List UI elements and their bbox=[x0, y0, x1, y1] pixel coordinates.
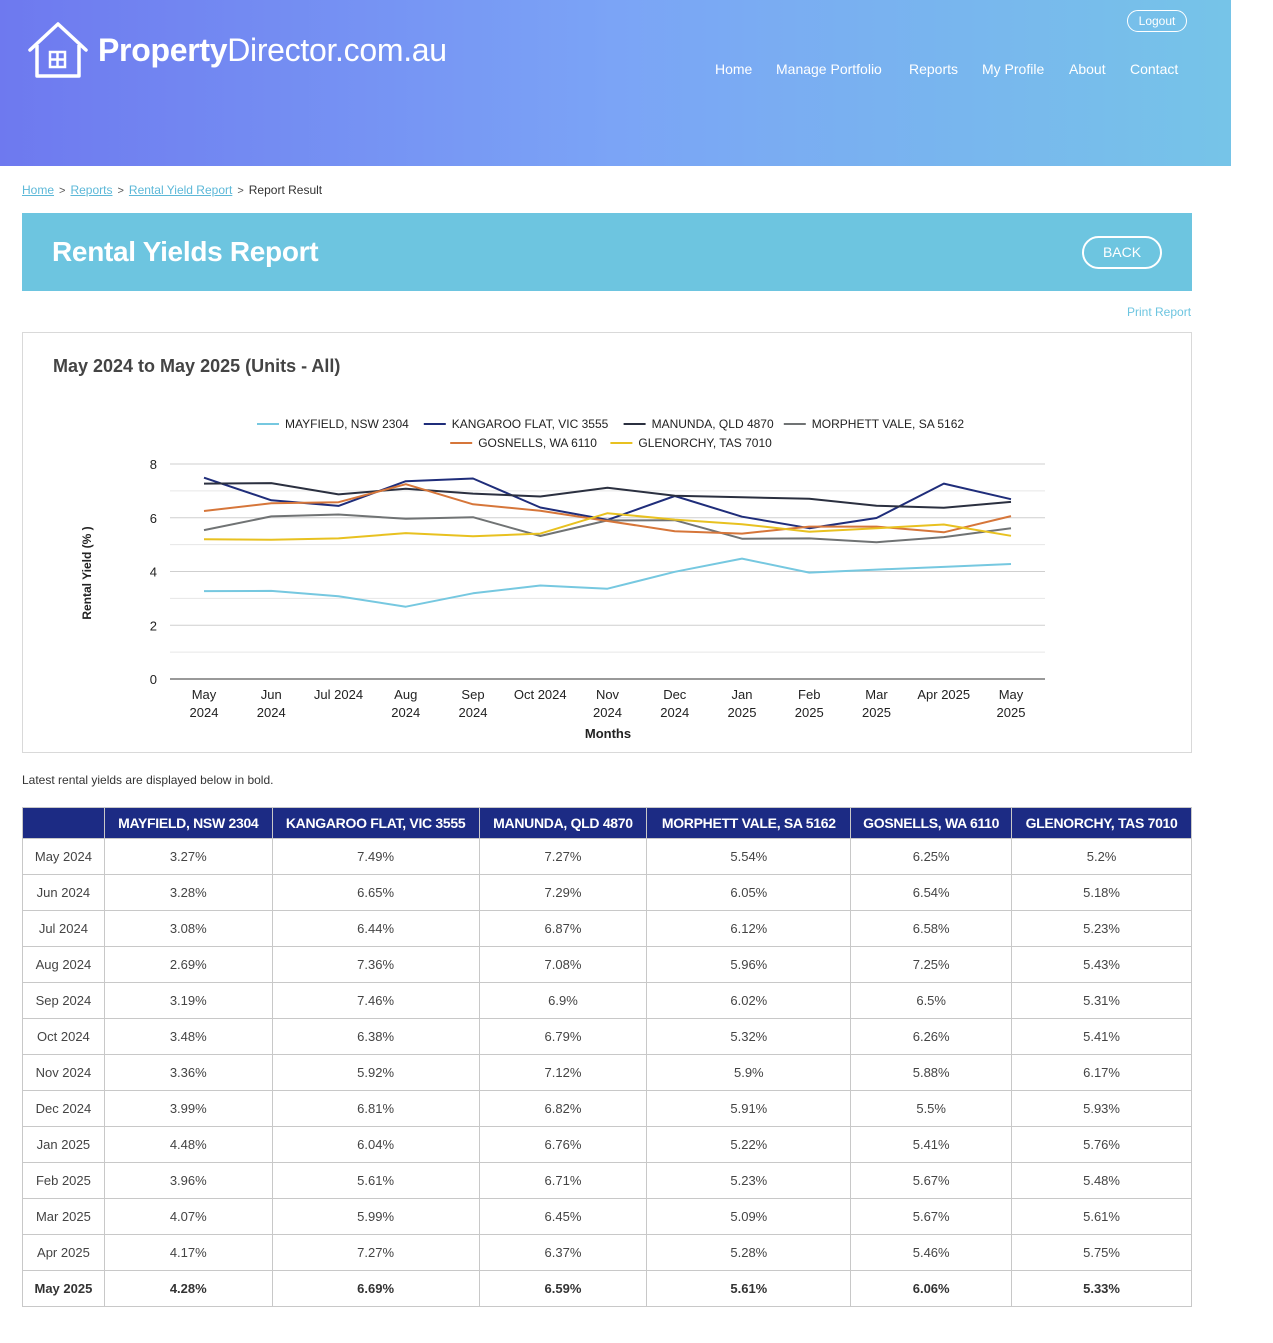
table-cell-value: 3.08% bbox=[104, 911, 272, 947]
breadcrumb-reports[interactable]: Reports bbox=[70, 183, 113, 197]
table-cell-value: 4.07% bbox=[104, 1199, 272, 1235]
table-cell-value: 5.23% bbox=[647, 1163, 851, 1199]
table-cell-value: 6.59% bbox=[479, 1271, 647, 1307]
table-cell-value: 5.09% bbox=[647, 1199, 851, 1235]
breadcrumb-home[interactable]: Home bbox=[22, 183, 55, 197]
table-cell-value: 5.93% bbox=[1012, 1091, 1192, 1127]
x-tick-label: Jan bbox=[731, 687, 753, 702]
table-cell-month: Apr 2025 bbox=[23, 1235, 105, 1271]
table-cell-value: 5.43% bbox=[1012, 947, 1192, 983]
table-cell-value: 5.91% bbox=[647, 1091, 851, 1127]
table-cell-value: 6.54% bbox=[851, 875, 1012, 911]
chart-grid bbox=[170, 464, 1045, 679]
table-cell-month: May 2025 bbox=[23, 1271, 105, 1307]
table-cell-value: 5.61% bbox=[1012, 1199, 1192, 1235]
table-row bbox=[23, 911, 1192, 947]
table-cell-value: 7.08% bbox=[479, 947, 647, 983]
table-cell-value: 5.61% bbox=[272, 1163, 479, 1199]
table-cell-value: 6.44% bbox=[272, 911, 479, 947]
table-row bbox=[23, 1163, 1192, 1199]
table-cell-value: 3.96% bbox=[104, 1163, 272, 1199]
table-cell-value: 5.2% bbox=[1012, 839, 1192, 875]
table-cell-value: 6.45% bbox=[479, 1199, 647, 1235]
legend-label[interactable]: GOSNELLS, WA 6110 bbox=[478, 436, 597, 450]
table-cell-value: 6.79% bbox=[479, 1019, 647, 1055]
table-header-cell: MAYFIELD, NSW 2304 bbox=[104, 808, 272, 839]
table-cell-value: 5.67% bbox=[851, 1199, 1012, 1235]
x-tick-label: 2024 bbox=[391, 705, 421, 720]
table-cell-value: 2.69% bbox=[104, 947, 272, 983]
series-line bbox=[204, 513, 1011, 540]
table-cell-month: Mar 2025 bbox=[23, 1199, 105, 1235]
table-cell-value: 6.04% bbox=[272, 1127, 479, 1163]
table-cell-value: 5.61% bbox=[647, 1271, 851, 1307]
x-tick-label: 2025 bbox=[996, 705, 1026, 720]
table-cell-value: 6.12% bbox=[647, 911, 851, 947]
table-cell-value: 6.05% bbox=[647, 875, 851, 911]
table-cell-month: Nov 2024 bbox=[23, 1055, 105, 1091]
x-tick-label: May bbox=[998, 687, 1024, 702]
legend-label[interactable]: MORPHETT VALE, SA 5162 bbox=[811, 417, 965, 431]
chart-panel bbox=[22, 332, 1192, 753]
x-tick-label: Sep bbox=[461, 687, 485, 702]
table-cell-value: 5.99% bbox=[272, 1199, 479, 1235]
table-cell-value: 5.32% bbox=[647, 1019, 851, 1055]
table-cell-value: 7.29% bbox=[479, 875, 647, 911]
series-line bbox=[204, 559, 1011, 607]
nav-my-profile[interactable]: My Profile bbox=[982, 61, 1045, 77]
nav-about[interactable]: About bbox=[1069, 61, 1106, 77]
x-tick-label: Jul 2024 bbox=[313, 687, 364, 702]
table-cell-value: 5.31% bbox=[1012, 983, 1192, 1019]
table-cell-value: 5.41% bbox=[1012, 1019, 1192, 1055]
chart-series bbox=[204, 478, 1011, 607]
table-header-month bbox=[23, 808, 105, 839]
x-axis-ticks bbox=[190, 687, 1026, 720]
table-cell-value: 5.48% bbox=[1012, 1163, 1192, 1199]
table-cell-value: 7.12% bbox=[479, 1055, 647, 1091]
legend-label[interactable]: MANUNDA, QLD 4870 bbox=[651, 417, 774, 431]
table-cell-month: Oct 2024 bbox=[23, 1019, 105, 1055]
x-tick-label: Apr 2025 bbox=[917, 687, 971, 702]
x-tick-label: Oct 2024 bbox=[513, 687, 567, 702]
table-cell-value: 5.33% bbox=[1012, 1271, 1192, 1307]
back-button[interactable]: BACK bbox=[1082, 236, 1162, 269]
table-cell-value: 6.58% bbox=[851, 911, 1012, 947]
table-cell-value: 6.87% bbox=[479, 911, 647, 947]
table-cell-value: 7.27% bbox=[479, 839, 647, 875]
x-tick-label: 2024 bbox=[256, 705, 286, 720]
x-tick-label: Dec bbox=[663, 687, 687, 702]
x-tick-label: Mar bbox=[865, 687, 888, 702]
table-row bbox=[23, 1271, 1192, 1307]
nav-home[interactable]: Home bbox=[715, 61, 753, 77]
table-cell-value: 3.48% bbox=[104, 1019, 272, 1055]
table-cell-month: Sep 2024 bbox=[23, 983, 105, 1019]
breadcrumb-current: Report Result bbox=[248, 183, 323, 197]
table-cell-value: 5.76% bbox=[1012, 1127, 1192, 1163]
table-row bbox=[23, 1091, 1192, 1127]
y-tick-label: 0 bbox=[149, 672, 157, 687]
table-cell-month: May 2024 bbox=[23, 839, 105, 875]
table-cell-value: 5.28% bbox=[647, 1235, 851, 1271]
chevron-right-icon: > bbox=[117, 185, 124, 197]
x-tick-label: Nov bbox=[595, 687, 620, 702]
x-tick-label: Feb bbox=[798, 687, 821, 702]
table-header-cell: GLENORCHY, TAS 7010 bbox=[1012, 808, 1192, 839]
logo-text-regular: Director.com.au bbox=[227, 32, 447, 68]
table-cell-value: 6.17% bbox=[1012, 1055, 1192, 1091]
table-header-cell: KANGAROO FLAT, VIC 3555 bbox=[272, 808, 479, 839]
y-tick-label: 8 bbox=[149, 457, 157, 472]
table-cell-value: 6.71% bbox=[479, 1163, 647, 1199]
table-cell-value: 6.37% bbox=[479, 1235, 647, 1271]
table-cell-value: 5.23% bbox=[1012, 911, 1192, 947]
table-header-cell: GOSNELLS, WA 6110 bbox=[851, 808, 1012, 839]
table-cell-value: 5.18% bbox=[1012, 875, 1192, 911]
chevron-right-icon: > bbox=[237, 185, 244, 197]
table-row bbox=[23, 1235, 1192, 1271]
y-tick-label: 4 bbox=[149, 564, 157, 580]
x-tick-label: 2025 bbox=[794, 705, 824, 720]
legend-label[interactable]: GLENORCHY, TAS 7010 bbox=[638, 436, 772, 450]
table-cell-value: 5.96% bbox=[647, 947, 851, 983]
logout-button[interactable]: Logout bbox=[1127, 10, 1187, 32]
page-title-bar bbox=[22, 213, 1192, 291]
table-cell-value: 7.36% bbox=[272, 947, 479, 983]
breadcrumb bbox=[22, 183, 322, 197]
table-header-cell: MANUNDA, QLD 4870 bbox=[479, 808, 647, 839]
table-cell-value: 4.17% bbox=[104, 1235, 272, 1271]
legend-label[interactable]: KANGAROO FLAT, VIC 3555 bbox=[451, 417, 609, 431]
table-row bbox=[23, 947, 1192, 983]
table-row bbox=[23, 875, 1192, 911]
table-cell-month: Aug 2024 bbox=[23, 947, 105, 983]
chart-title: May 2024 to May 2025 (Units - All) bbox=[53, 356, 341, 376]
table-cell-value: 7.49% bbox=[272, 839, 479, 875]
table-cell-value: 7.46% bbox=[272, 983, 479, 1019]
table-cell-value: 6.69% bbox=[272, 1271, 479, 1307]
chevron-right-icon: > bbox=[59, 185, 66, 197]
table-note: Latest rental yields are displayed below in bold. bbox=[22, 773, 274, 787]
table-cell-value: 6.06% bbox=[851, 1271, 1012, 1307]
table-cell-value: 6.76% bbox=[479, 1127, 647, 1163]
table-header-cell: MORPHETT VALE, SA 5162 bbox=[647, 808, 851, 839]
table-cell-value: 7.27% bbox=[272, 1235, 479, 1271]
table-header-row bbox=[23, 808, 1192, 839]
table-cell-value: 5.41% bbox=[851, 1127, 1012, 1163]
table-cell-month: Jul 2024 bbox=[23, 911, 105, 947]
table-cell-month: Feb 2025 bbox=[23, 1163, 105, 1199]
table-cell-value: 3.99% bbox=[104, 1091, 272, 1127]
nav-reports[interactable]: Reports bbox=[909, 61, 959, 77]
nav-contact[interactable]: Contact bbox=[1130, 61, 1179, 77]
table-cell-value: 7.25% bbox=[851, 947, 1012, 983]
y-tick-label: 6 bbox=[149, 510, 157, 526]
table-body bbox=[23, 839, 1192, 1307]
table-cell-value: 6.38% bbox=[272, 1019, 479, 1055]
x-axis-label: Months bbox=[584, 726, 632, 741]
x-tick-label: 2024 bbox=[593, 705, 622, 720]
table-cell-value: 5.54% bbox=[647, 839, 851, 875]
table-cell-value: 4.28% bbox=[104, 1271, 272, 1307]
x-tick-label: 2024 bbox=[660, 705, 690, 720]
table-cell-value: 5.75% bbox=[1012, 1235, 1192, 1271]
table-cell-value: 5.22% bbox=[647, 1127, 851, 1163]
table-row bbox=[23, 1055, 1192, 1091]
table-cell-value: 3.28% bbox=[104, 875, 272, 911]
chart-legend bbox=[257, 417, 964, 450]
x-tick-label: 2025 bbox=[862, 705, 891, 720]
rental-yield-table bbox=[22, 807, 1192, 1307]
table-row bbox=[23, 1199, 1192, 1235]
table-cell-month: Dec 2024 bbox=[23, 1091, 105, 1127]
table-cell-value: 4.48% bbox=[104, 1127, 272, 1163]
table-cell-value: 3.19% bbox=[104, 983, 272, 1019]
table-cell-value: 6.81% bbox=[272, 1091, 479, 1127]
table-cell-value: 5.92% bbox=[272, 1055, 479, 1091]
x-tick-label: 2024 bbox=[458, 705, 488, 720]
site-header bbox=[0, 0, 1231, 166]
breadcrumb-rental-yield-report[interactable]: Rental Yield Report bbox=[128, 183, 233, 197]
table-row bbox=[23, 1019, 1192, 1055]
table-cell-value: 3.27% bbox=[104, 839, 272, 875]
y-axis-label: Rental Yield (% ) bbox=[80, 526, 94, 620]
logo-text-bold: Property bbox=[98, 32, 228, 68]
table-cell-value: 5.67% bbox=[851, 1163, 1012, 1199]
table-cell-value: 5.9% bbox=[647, 1055, 851, 1091]
table-row bbox=[23, 1127, 1192, 1163]
x-tick-label: 2025 bbox=[727, 705, 757, 720]
table-cell-value: 6.82% bbox=[479, 1091, 647, 1127]
table-cell-value: 6.9% bbox=[479, 983, 647, 1019]
y-tick-label: 2 bbox=[149, 618, 157, 634]
table-cell-month: Jan 2025 bbox=[23, 1127, 105, 1163]
table-row bbox=[23, 839, 1192, 875]
table-cell-value: 6.5% bbox=[851, 983, 1012, 1019]
table-cell-value: 6.65% bbox=[272, 875, 479, 911]
table-cell-value: 6.02% bbox=[647, 983, 851, 1019]
table-cell-value: 5.46% bbox=[851, 1235, 1012, 1271]
main-nav bbox=[0, 60, 1231, 80]
table-cell-value: 3.36% bbox=[104, 1055, 272, 1091]
page-title: Rental Yields Report bbox=[52, 236, 319, 267]
rental-yield-chart bbox=[23, 333, 1191, 752]
x-tick-label: Jun bbox=[260, 687, 282, 702]
table-cell-value: 5.5% bbox=[851, 1091, 1012, 1127]
legend-label[interactable]: MAYFIELD, NSW 2304 bbox=[285, 417, 409, 431]
x-tick-label: May bbox=[191, 687, 217, 702]
table-cell-value: 6.26% bbox=[851, 1019, 1012, 1055]
x-tick-label: Aug bbox=[394, 687, 418, 702]
print-report-link[interactable]: Print Report bbox=[1127, 305, 1192, 319]
table-cell-month: Jun 2024 bbox=[23, 875, 105, 911]
table-cell-value: 5.88% bbox=[851, 1055, 1012, 1091]
x-tick-label: 2024 bbox=[189, 705, 219, 720]
nav-manage-portfolio[interactable]: Manage Portfolio bbox=[776, 61, 882, 77]
table-row bbox=[23, 983, 1192, 1019]
y-axis-ticks bbox=[150, 457, 157, 687]
table-cell-value: 6.25% bbox=[851, 839, 1012, 875]
